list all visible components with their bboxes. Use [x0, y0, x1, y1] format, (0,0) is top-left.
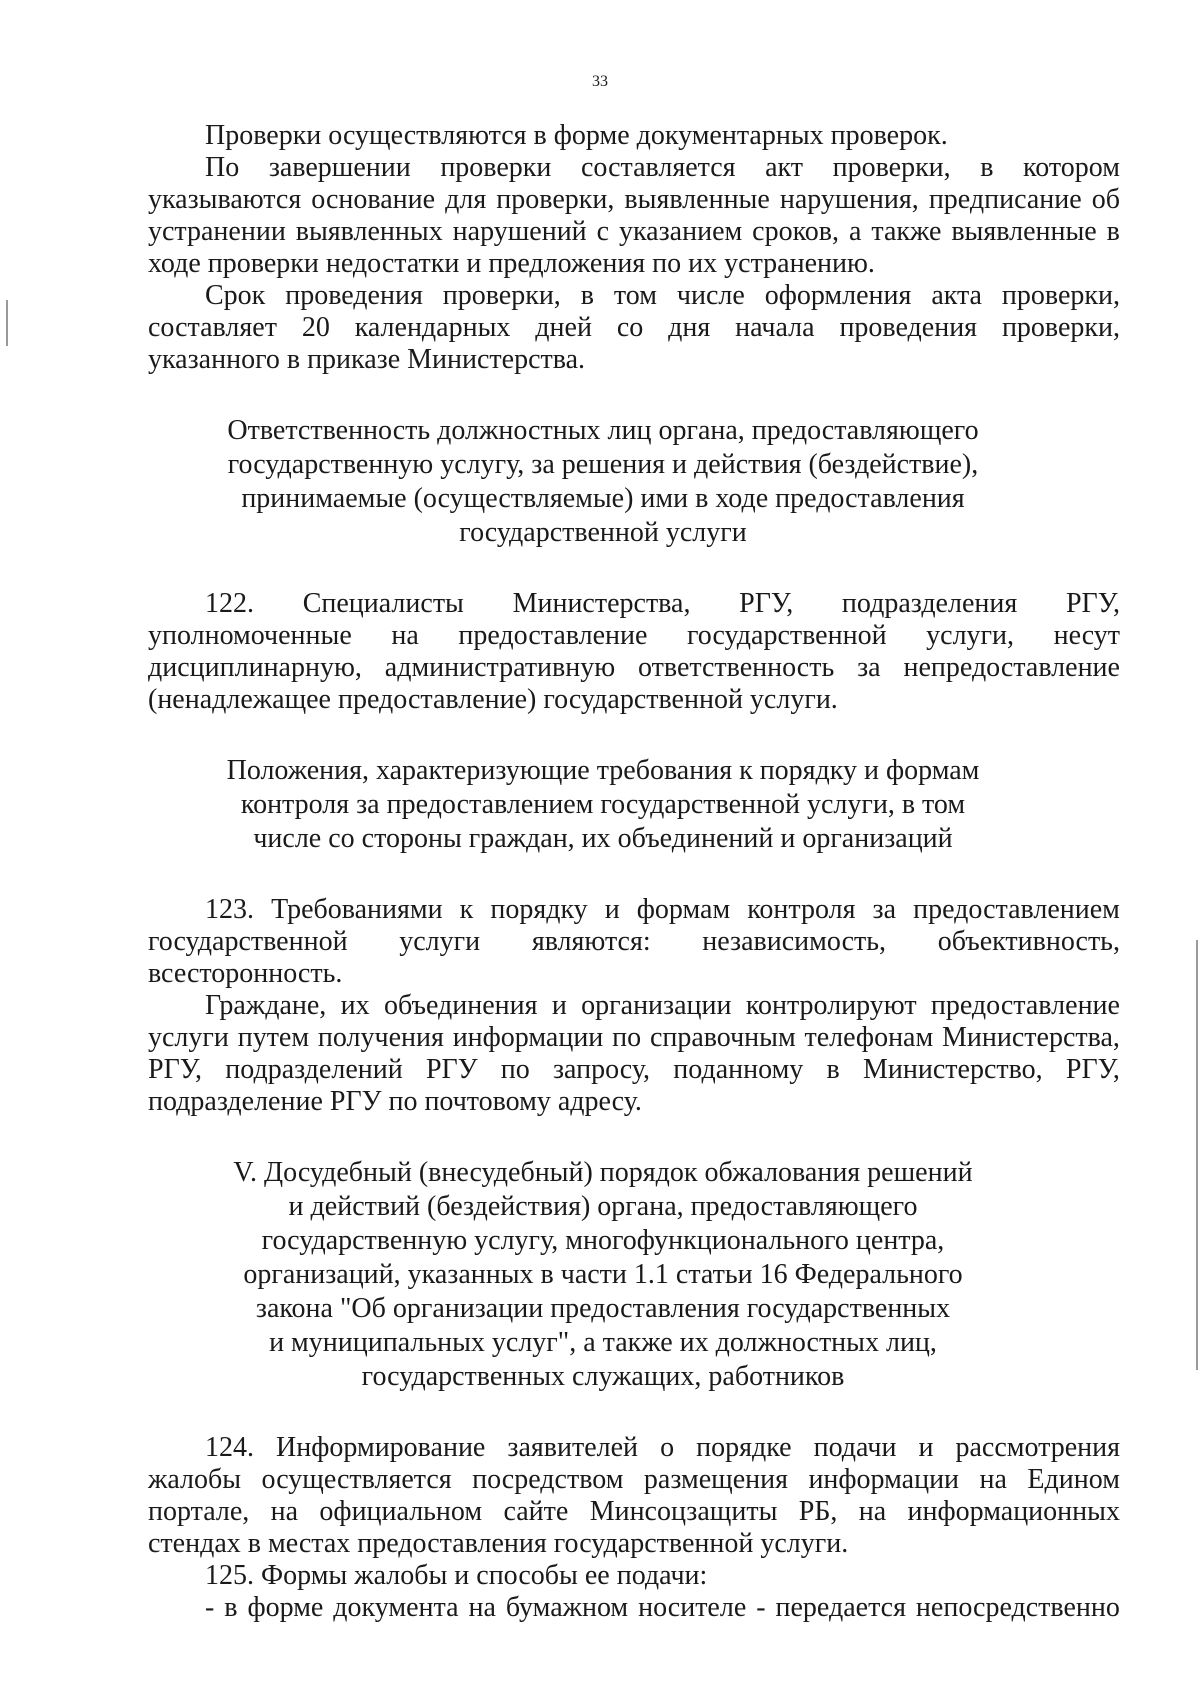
heading-line: принимаемые (осуществляемые) ими в ходе предоставления	[241, 483, 965, 514]
word: осуществляется	[261, 1464, 452, 1495]
word: дисциплинарную,	[148, 652, 362, 683]
word: в	[224, 1592, 238, 1623]
word: передается	[775, 1592, 906, 1623]
word: несут	[1053, 620, 1120, 651]
word: государственной	[148, 926, 348, 957]
text-line	[148, 1592, 1120, 1624]
scan-mark-right	[1196, 940, 1198, 1370]
word: рассмотрения	[955, 1432, 1120, 1463]
word: Министерства,	[512, 588, 691, 619]
word: а	[848, 216, 862, 247]
word: РГУ,	[739, 588, 794, 619]
word: всесторонность.	[148, 958, 343, 989]
word: 122.	[205, 588, 254, 619]
text-line	[148, 588, 1120, 620]
word: подачи	[813, 1432, 897, 1463]
word: проверки,	[442, 280, 561, 311]
word: предоставлением	[913, 894, 1120, 925]
text-line	[148, 1464, 1120, 1496]
heading-line: государственную услугу, за решения и действия (бездействие),	[227, 449, 979, 480]
text-line	[148, 1086, 1120, 1118]
word: услуги,	[926, 620, 1015, 651]
spacer	[148, 1394, 1120, 1432]
heading-line: и муниципальных услуг", а также их должностных лиц,	[269, 1327, 937, 1358]
word: предоставление	[930, 990, 1120, 1021]
word: подразделения	[841, 588, 1018, 619]
text-line	[148, 652, 1120, 684]
word: объективность,	[937, 926, 1120, 957]
word: проверки,	[496, 184, 615, 215]
word: числе	[676, 280, 745, 311]
text-line	[148, 958, 1120, 990]
heading-line: государственную услугу, многофункционального центра,	[261, 1225, 945, 1256]
word: Информирование	[276, 1432, 486, 1463]
word: портале,	[148, 1496, 250, 1527]
word: информации	[808, 1464, 960, 1495]
spacer	[148, 716, 1120, 754]
word: носителе	[638, 1592, 747, 1623]
word: Граждане,	[205, 990, 327, 1021]
word: являются:	[531, 926, 651, 957]
text-line	[148, 312, 1120, 344]
spacer	[148, 1118, 1120, 1156]
word: официальном	[319, 1496, 483, 1527]
word: к	[459, 894, 474, 925]
word: (ненадлежащее предоставление) государственной услуги.	[148, 684, 838, 715]
word: в	[1106, 216, 1120, 247]
word: на	[391, 620, 419, 651]
paragraph-123	[148, 894, 1120, 990]
word: в	[826, 1054, 840, 1085]
word: -	[756, 1592, 766, 1623]
word: ответственность	[638, 652, 835, 683]
text-line	[148, 1560, 1120, 1592]
heading-line: организаций, указанных в части 1.1 статьи 16 Федерального	[243, 1259, 963, 1290]
word: ходе проверки недостатки и предложения по их устранению.	[148, 248, 875, 279]
word: По	[205, 152, 240, 183]
word: по	[500, 1054, 530, 1085]
word: поданному	[673, 1054, 804, 1085]
word: на	[979, 1464, 1007, 1495]
word: с	[596, 216, 610, 247]
document-body	[148, 120, 1120, 1624]
word: выявленные	[624, 184, 770, 215]
word: телефонам	[804, 1022, 934, 1053]
paragraph-paper-document	[148, 1592, 1120, 1624]
word: Министерство,	[863, 1054, 1043, 1085]
word: и	[604, 894, 620, 925]
word: сроков,	[752, 216, 840, 247]
section-heading-appeal-procedure	[148, 1156, 1120, 1394]
text-line	[148, 1528, 1120, 1560]
word: административную	[384, 652, 616, 683]
word: Проверки осуществляются в форме документарных проверок.	[205, 120, 948, 151]
word: об	[1091, 184, 1120, 215]
word: их	[340, 990, 370, 1021]
word: составляется	[580, 152, 736, 183]
word: указываются	[148, 184, 302, 215]
word: государственной	[687, 620, 887, 651]
word: акта	[931, 280, 982, 311]
word: подразделение РГУ по почтовому адресу.	[148, 1086, 642, 1117]
text-line	[148, 1054, 1120, 1086]
word: устранении	[148, 216, 286, 247]
word: в	[580, 280, 594, 311]
word: на	[468, 1592, 496, 1623]
word: 125. Формы жалобы и способы ее подачи:	[205, 1560, 708, 1591]
word: нарушения,	[779, 184, 919, 215]
word: контроля	[747, 894, 856, 925]
paragraph-citizens-control	[148, 990, 1120, 1118]
word: дня	[668, 312, 711, 343]
word: Срок	[205, 280, 266, 311]
word: также	[871, 216, 942, 247]
word: контролируют	[745, 990, 917, 1021]
paragraph-inspection-term	[148, 280, 1120, 376]
page-number: 33	[592, 73, 608, 90]
text-line	[148, 152, 1120, 184]
word: уполномоченные	[148, 620, 352, 651]
word: календарных	[354, 312, 511, 343]
word: 123.	[205, 894, 254, 925]
word: и	[551, 990, 567, 1021]
spacer	[148, 376, 1120, 414]
paragraph-inspection-act	[148, 152, 1120, 280]
word: независимость,	[702, 926, 887, 957]
word: проверки,	[832, 152, 951, 183]
word: указанного в приказе Министерства.	[148, 344, 586, 375]
heading-line: государственной услуги	[459, 517, 747, 548]
word: размещения	[643, 1464, 788, 1495]
heading-line: V. Досудебный (внесудебный) порядок обжалования решений	[233, 1157, 973, 1188]
word: выявленные	[951, 216, 1097, 247]
word: стендах в местах предоставления государственной услуги.	[148, 1528, 849, 1559]
heading-line: Положения, характеризующие требования к порядку и формам	[226, 755, 980, 786]
word: информации	[452, 1022, 604, 1053]
word: на	[858, 1496, 887, 1527]
word: сайте	[503, 1496, 569, 1527]
scan-mark-left	[6, 300, 8, 346]
word: выявленных	[295, 216, 443, 247]
word: составляет	[148, 312, 277, 343]
text-line	[148, 280, 1120, 312]
word: указанием	[619, 216, 743, 247]
heading-line: закона "Об организации предоставления государственных	[255, 1293, 951, 1324]
word: подразделений	[225, 1054, 403, 1085]
text-line	[148, 1022, 1120, 1054]
word: 20	[301, 312, 330, 343]
word: на	[270, 1496, 299, 1527]
word: акт	[765, 152, 804, 183]
text-line	[148, 344, 1120, 376]
word: РГУ,	[1065, 1054, 1120, 1085]
word: дней	[535, 312, 592, 343]
word: -	[205, 1592, 215, 1623]
heading-line: контроля за предоставлением государственной услуги, в том	[240, 789, 966, 820]
text-line	[148, 894, 1120, 926]
word: Требованиями	[271, 894, 443, 925]
word: документа	[333, 1592, 459, 1623]
word: проверки	[440, 152, 552, 183]
word: нарушений	[452, 216, 587, 247]
word: проверки,	[1001, 280, 1120, 311]
word: порядке	[696, 1432, 792, 1463]
heading-line: и действий (бездействия) органа, предоставляющего	[288, 1191, 918, 1222]
word: посредством	[472, 1464, 624, 1495]
paragraph-125	[148, 1560, 1120, 1592]
word: заявителей	[507, 1432, 639, 1463]
word: информационных	[907, 1496, 1120, 1527]
word: получения	[317, 1022, 444, 1053]
heading-line: числе со стороны граждан, их объединений и организаций	[253, 823, 953, 854]
word: о	[660, 1432, 675, 1463]
word: бумажном	[505, 1592, 629, 1623]
word: предписание	[928, 184, 1082, 215]
paragraph-122	[148, 588, 1120, 716]
word: проведения	[839, 312, 978, 343]
word: РГУ,	[148, 1054, 203, 1085]
word: услуги	[399, 926, 481, 957]
word: проверки,	[1001, 312, 1120, 343]
heading-line: государственных служащих, работников	[361, 1361, 845, 1392]
word: за	[872, 894, 897, 925]
text-line	[148, 1432, 1120, 1464]
spacer	[148, 550, 1120, 588]
text-line	[148, 248, 1120, 280]
word: по	[612, 1022, 642, 1053]
word: том	[613, 280, 657, 311]
text-line	[148, 184, 1120, 216]
section-heading-responsibility	[148, 414, 1120, 550]
section-heading-control-requirements	[148, 754, 1120, 856]
heading-line: Ответственность должностных лиц органа, предоставляющего	[227, 415, 979, 446]
word: формам	[636, 894, 731, 925]
word: в	[980, 152, 994, 183]
word: начала	[735, 312, 815, 343]
word: Минсоцзащиты	[589, 1496, 778, 1527]
word: Едином	[1027, 1464, 1120, 1495]
word: справочным	[649, 1022, 796, 1053]
word: и	[918, 1432, 934, 1463]
word: форме	[247, 1592, 324, 1623]
word: услуги	[148, 1022, 229, 1053]
word: завершении	[268, 152, 411, 183]
word: организации	[581, 990, 732, 1021]
text-line	[148, 990, 1120, 1022]
spacer	[148, 856, 1120, 894]
word: предоставление	[458, 620, 648, 651]
word: основание	[311, 184, 436, 215]
word: проведения	[285, 280, 423, 311]
word: 124.	[205, 1432, 254, 1463]
paragraph-124	[148, 1432, 1120, 1560]
paragraph-document-checks	[148, 120, 1120, 152]
word: запросу,	[552, 1054, 651, 1085]
text-line	[148, 120, 1120, 152]
word: РБ,	[798, 1496, 838, 1527]
text-line	[148, 1496, 1120, 1528]
text-line	[148, 926, 1120, 958]
word: оформления	[764, 280, 912, 311]
word: непосредственно	[915, 1592, 1120, 1623]
word: объединения	[383, 990, 538, 1021]
text-line	[148, 620, 1120, 652]
word: со	[616, 312, 644, 343]
word: непредоставление	[903, 652, 1120, 683]
word: порядку	[490, 894, 588, 925]
word: путем	[237, 1022, 310, 1053]
word: жалобы	[148, 1464, 242, 1495]
word: за	[857, 652, 881, 683]
word: Специалисты	[302, 588, 464, 619]
word: для	[445, 184, 487, 215]
text-line	[148, 216, 1120, 248]
text-line	[148, 684, 1120, 716]
word: Министерства,	[942, 1022, 1120, 1053]
word: РГУ,	[1065, 588, 1120, 619]
word: РГУ	[425, 1054, 478, 1085]
word: котором	[1023, 152, 1120, 183]
